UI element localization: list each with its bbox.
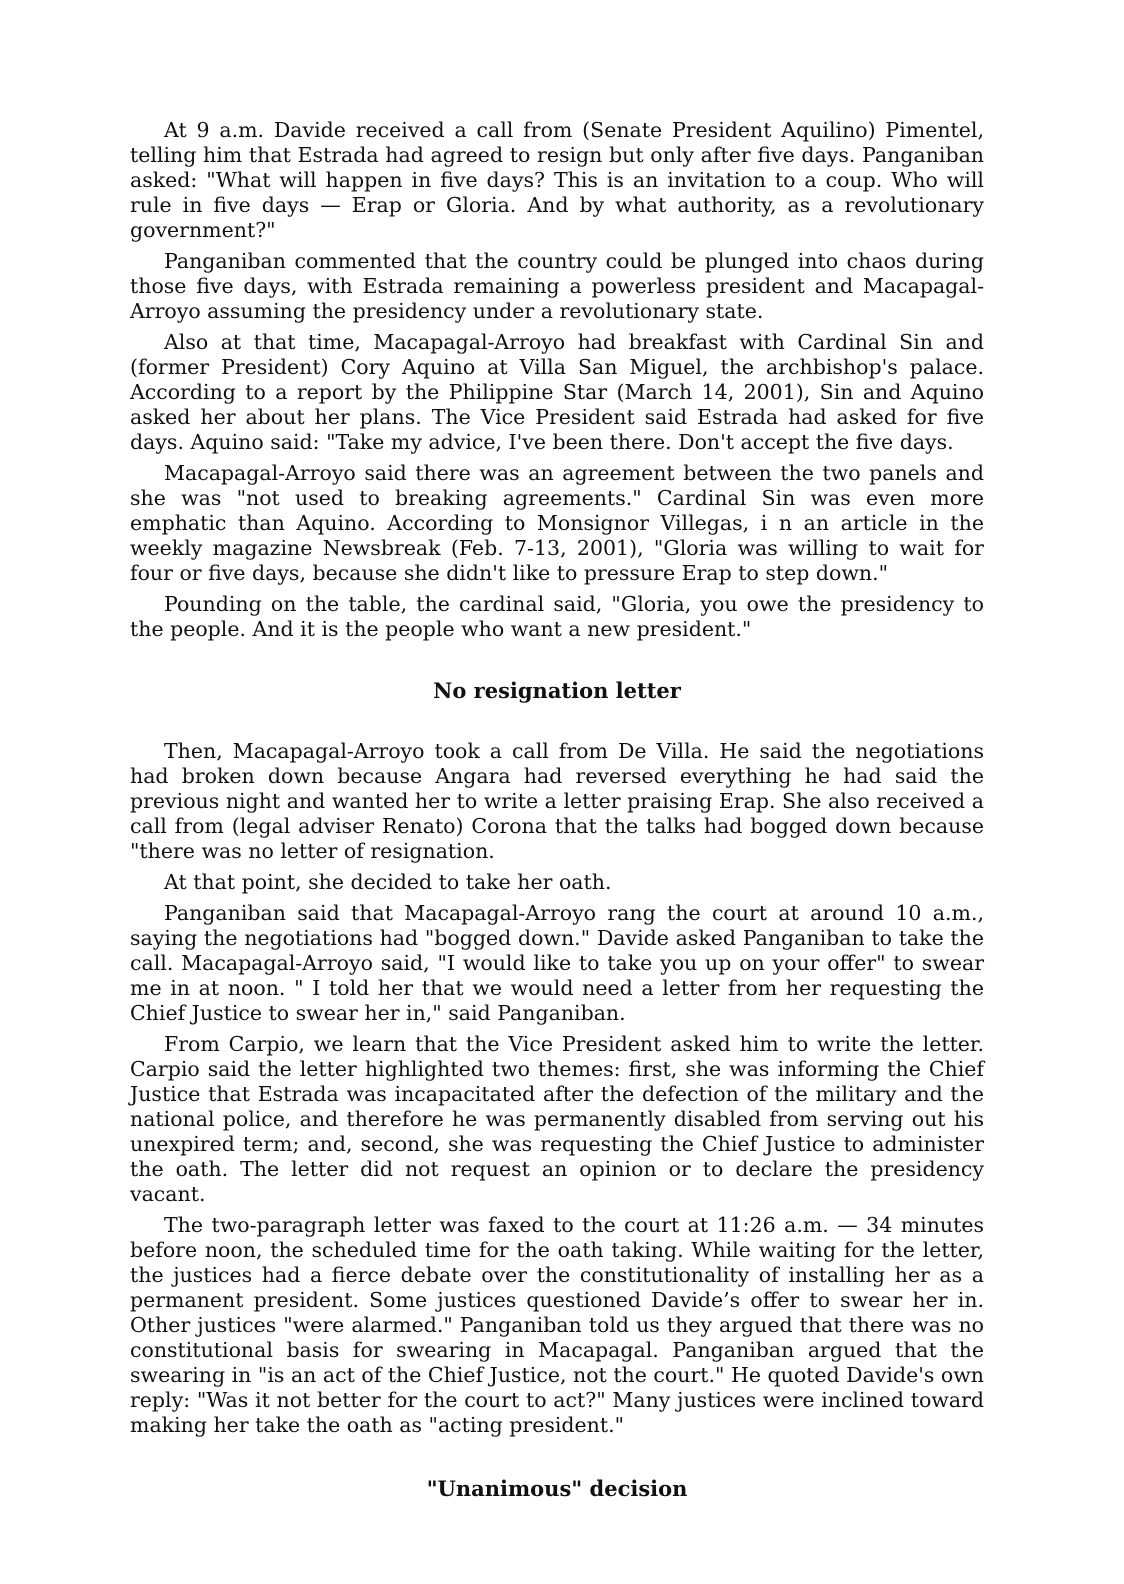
paragraph: Macapagal-Arroyo said there was an agreement between the two panels and she was "not used to breaking agreements." Cardinal Sin was even more emphatic than Aquino. According to Monsignor Villegas, i n an article in the weekly magazine Newsbreak (Feb. 7-13, 2001), "Gloria was willing to wait for four or five days, because she didn't like to pressure Erap to step down." [130,461,984,585]
paragraph: From Carpio, we learn that the Vice President asked him to write the letter. Carpio said the letter highlighted two themes: first, she was informing the Chief Justice that Estrada was incapacitated after the defection of the military and the national police, and therefore he was permanently disabled from serving out his unexpired term; and, second, she was requesting the Chief Justice to administer the oath. The letter did not request an opinion or to declare the presidency vacant. [130,1032,984,1206]
paragraph: Panganiban commented that the country could be plunged into chaos during those five days, with Estrada remaining a powerless president and Macapagal-Arroyo assuming the presidency under a revolutionary state. [130,249,984,323]
paragraph: At that point, she decided to take her oath. [164,870,612,894]
paragraph: The two-paragraph letter was faxed to the court at 11:26 a.m. — 34 minutes before noon, the scheduled time for the oath taking. While waiting for the letter, the justices had a fierce debate over the constitutionality of installing her as a permanent president. Some justices questioned Davide’s offer to swear her in. Other justices "were alarmed." Panganiban told us they argued that there was no constitutional basis for swearing in Macapagal. Panganiban argued that the swearing in "is an act of the Chief Justice, not the court." He quoted Davide's own reply: "Was it not better for the court to act?" Many justices were inclined toward making her take the oath as "acting president." [130,1213,984,1437]
section-heading-unanimous-decision: "Unanimous" decision [426,1476,688,1501]
document-page [130,118,984,1537]
paragraph: At 9 a.m. Davide received a call from (Senate President Aquilino) Pimentel, telling him that Estrada had agreed to resign but only after five days. Panganiban asked: "What will happen in five days? This is an invitation to a coup. Who will rule in five days — Erap or Gloria. And by what authority, as a revolutionary government?" [130,118,984,242]
section-heading-no-resignation-letter: No resignation letter [433,678,681,703]
paragraph: Panganiban said that Macapagal-Arroyo rang the court at around 10 a.m., saying the negotiations had "bogged down." Davide asked Panganiban to take the call. Macapagal-Arroyo said, "I would like to take you up on your offer" to swear me in at noon. " I told her that we would need a letter from her requesting the Chief Justice to swear her in," said Panganiban. [130,901,984,1025]
paragraph: Also at that time, Macapagal-Arroyo had breakfast with Cardinal Sin and (former President) Cory Aquino at Villa San Miguel, the archbishop's palace. According to a report by the Philippine Star (March 14, 2001), Sin and Aquino asked her about her plans. The Vice President said Estrada had asked for five days. Aquino said: "Take my advice, I've been there. Don't accept the five days. [130,330,984,454]
paragraph: Pounding on the table, the cardinal said, "Gloria, you owe the presidency to the people. And it is the people who want a new president." [130,592,984,641]
paragraph: Then, Macapagal-Arroyo took a call from De Villa. He said the negotiations had broken down because Angara had reversed everything he had said the previous night and wanted her to write a letter praising Erap. She also received a call from (legal adviser Renato) Corona that the talks had bogged down because "there was no letter of resignation. [130,739,984,863]
